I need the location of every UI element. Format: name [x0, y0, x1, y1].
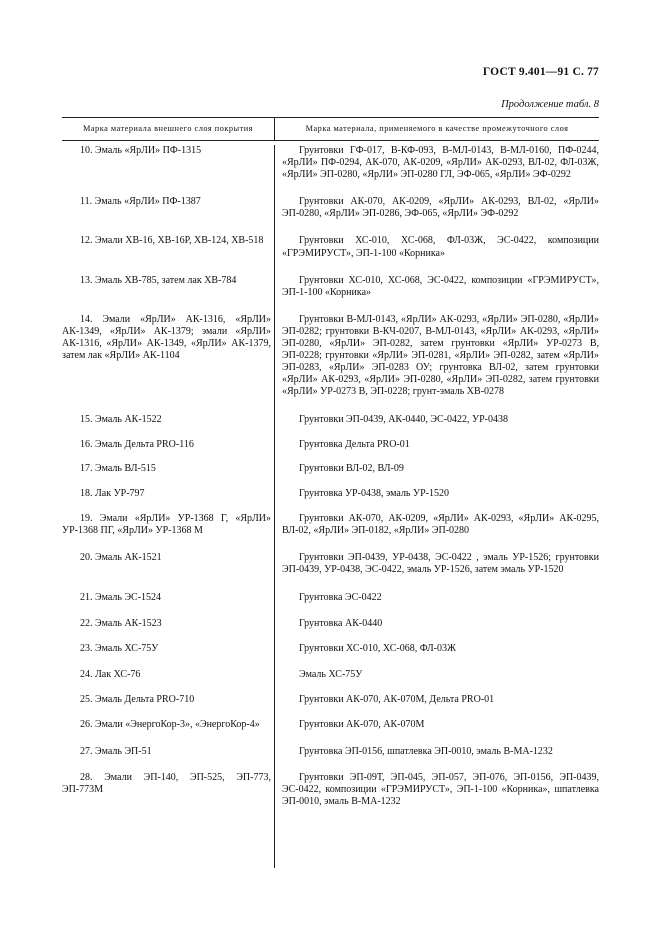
- outer-layer-cell: 18. Лак УР-797: [80, 487, 145, 499]
- table-row: [62, 145, 599, 181]
- outer-layer-cell: 12. Эмали ХВ-16, ХВ-16Р, ХВ-124, ХВ-518: [80, 235, 264, 247]
- intermediate-layer-cell: Грунтовки АК-070, АК-070М: [299, 718, 425, 730]
- intermediate-layer-cell: Грунтовка ЭС-0422: [299, 592, 382, 604]
- outer-layer-cell: 20. Эмаль АК-1521: [80, 552, 162, 564]
- intermediate-layer-cell: Эмаль ХС-75У: [299, 668, 363, 680]
- intermediate-layer-cell: Грунтовки ХС-010, ХС-068, ФЛ-03Ж, ЭС-0422, композиции «ГРЭМИРУСТ», ЭП-1-100 «Корника»: [282, 235, 599, 259]
- intermediate-layer-cell: Грунтовки АК-070, АК-0209, «ЯрЛИ» АК-0293, ВЛ-02, «ЯрЛИ» ЭП-0280, «ЯрЛИ» ЭП-0286, ЭФ-065, «ЯрЛИ» ЭФ-0292: [282, 196, 599, 220]
- outer-layer-cell: 21. Эмаль ЭС-1524: [80, 592, 162, 604]
- table-row: [62, 592, 599, 604]
- table-header: [62, 118, 599, 141]
- intermediate-layer-cell: Грунтовки ХС-010, ХС-068, ЭС-0422, композиции «ГРЭМИРУСТ», ЭП-1-100 «Корника»: [282, 274, 599, 298]
- table-row: [62, 414, 599, 426]
- table-row: [62, 439, 599, 451]
- table-row: [62, 694, 599, 706]
- intermediate-layer-cell: Грунтовки В-МЛ-0143, «ЯрЛИ» АК-0293, «ЯрЛИ» ЭП-0280, «ЯрЛИ» ЭП-0282; грунтовки В-КЧ-0207, В-МЛ-0143, «ЯрЛИ» АК-0293, «ЯрЛИ» ЭП-0280, «ЯрЛИ» ЭП-0282, затем грунтовки «ЯрЛИ» УР-0273 В, ЭП-0228; грунтовки «ЯрЛИ» ЭП-0281, «ЯрЛИ» ЭП-0282, затем «ЯрЛИ» ЭП-0283, «ЯрЛИ» ЭП-0283 ОУ; грунтовка ВЛ-02, затем грунтовки «ЯрЛИ» АК-0293, «ЯрЛИ» ЭП-0280, «ЯрЛИ» ЭП-0282, затем грунтовки «ЯрЛИ» УР-0273 В, ЭП-0228; грунт-эмаль ХВ-0278: [282, 313, 599, 398]
- table-row: [62, 746, 599, 758]
- table-row: [62, 643, 599, 655]
- outer-layer-cell: 16. Эмаль Дельта PRO-116: [80, 438, 194, 450]
- outer-layer-cell: 10. Эмаль «ЯрЛИ» ПФ-1315: [80, 145, 202, 156]
- outer-layer-cell: 13. Эмаль ХВ-785, затем лак ХВ-784: [80, 274, 237, 286]
- table-row: [62, 669, 599, 681]
- outer-layer-cell: 25. Эмаль Дельта PRO-710: [80, 693, 195, 705]
- intermediate-layer-cell: Грунтовки АК-070, АК-0209, «ЯрЛИ» АК-0293, «ЯрЛИ» АК-0295, ВЛ-02, «ЯрЛИ» ЭП-0182, «ЯрЛИ» ЭП-0280: [282, 512, 599, 536]
- col-intermediate-layer-header: Марка материала, применяемого в качестве промежуточного слоя: [305, 124, 569, 133]
- outer-layer-cell: 15. Эмаль АК-1522: [80, 413, 162, 425]
- outer-layer-cell: 19. Эмали «ЯрЛИ» УР-1368 Г, «ЯрЛИ» УР-1368 ПГ, «ЯрЛИ» УР-1368 М: [62, 512, 271, 536]
- intermediate-layer-cell: Грунтовка АК-0440: [299, 618, 383, 630]
- outer-layer-cell: 26. Эмали «ЭнергоКор-3», «ЭнергоКор-4»: [80, 718, 260, 730]
- table-row: [62, 488, 599, 500]
- outer-layer-cell: 14. Эмали «ЯрЛИ» АК-1316, «ЯрЛИ» АК-1349, «ЯрЛИ» АК-1379; эмали «ЯрЛИ» АК-1316, «ЯрЛИ» АК-1349, «ЯрЛИ» АК-1379, затем лак «ЯрЛИ» АК-1104: [62, 313, 271, 362]
- col-outer-layer-header: Марка материала внешнего слоя покрытия: [62, 118, 275, 140]
- outer-layer-cell: 27. Эмаль ЭП-51: [80, 745, 152, 757]
- table-row: [62, 772, 599, 808]
- outer-layer-cell: 11. Эмаль «ЯрЛИ» ПФ-1387: [80, 196, 201, 208]
- intermediate-layer-cell: Грунтовки ЭП-09Т, ЭП-045, ЭП-057, ЭП-076, ЭП-0156, ЭП-0439, ЭС-0422, композиции «ГРЭМИРУСТ», ЭП-1-100 «Корника», шпатлевка ЭП-0010, эмаль В-МА-1232: [282, 771, 599, 808]
- intermediate-layer-cell: Грунтовки ЭП-0439, АК-0440, ЭС-0422, УР-0438: [299, 413, 508, 425]
- intermediate-layer-cell: Грунтовка УР-0438, эмаль УР-1520: [299, 487, 449, 499]
- table-row: [62, 314, 599, 399]
- materials-table: [62, 117, 599, 808]
- table-row: [62, 275, 599, 299]
- outer-layer-cell: 28. Эмали ЭП-140, ЭП-525, ЭП-773, ЭП-773М: [62, 771, 271, 795]
- table-row: [62, 513, 599, 537]
- table-row: [62, 618, 599, 630]
- table-row: [62, 196, 599, 220]
- table-row: [62, 235, 599, 259]
- intermediate-layer-cell: Грунтовка ЭП-0156, шпатлевка ЭП-0010, эмаль В-МА-1232: [299, 745, 553, 757]
- intermediate-layer-cell: Грунтовки АК-070, АК-070М, Дельта PRO-01: [299, 693, 495, 705]
- table-row: [62, 552, 599, 576]
- intermediate-layer-cell: Грунтовки ВЛ-02, ВЛ-09: [299, 462, 404, 474]
- table-body: [62, 145, 599, 808]
- outer-layer-cell: 17. Эмаль ВЛ-515: [80, 462, 156, 474]
- page-header: ГОСТ 9.401—91 С. 77: [482, 66, 599, 78]
- outer-layer-cell: 23. Эмаль ХС-75У: [80, 643, 159, 655]
- table-continuation-label: Продолжение табл. 8: [501, 99, 599, 110]
- outer-layer-cell: 22. Эмаль АК-1523: [80, 618, 162, 630]
- intermediate-layer-cell: Грунтовки ГФ-017, В-КФ-093, В-МЛ-0143, В-МЛ-0160, ПФ-0244, «ЯрЛИ» ПФ-0294, АК-070, АК-0209, «ЯрЛИ» АК-0293, ВЛ-02, ФЛ-03Ж, «ЯрЛИ» ЭП-0280, «ЯрЛИ» ЭП-0280 ГЛ, ЭФ-065, «ЯрЛИ» ЭФ-0292: [282, 145, 599, 181]
- intermediate-layer-cell: Грунтовка Дельта PRO-01: [299, 438, 410, 450]
- intermediate-layer-cell: Грунтовки ЭП-0439, УР-0438, ЭС-0422 , эмаль УР-1526; грунтовки ЭП-0439, УР-0438, ЭС-0422, эмаль УР-1526, затем эмаль УР-1520: [282, 552, 599, 576]
- table-row: [62, 463, 599, 475]
- table-row: [62, 719, 599, 731]
- outer-layer-cell: 24. Лак ХС-76: [80, 668, 141, 680]
- intermediate-layer-cell: Грунтовки ХС-010, ХС-068, ФЛ-03Ж: [299, 643, 456, 655]
- column-divider: [274, 145, 275, 868]
